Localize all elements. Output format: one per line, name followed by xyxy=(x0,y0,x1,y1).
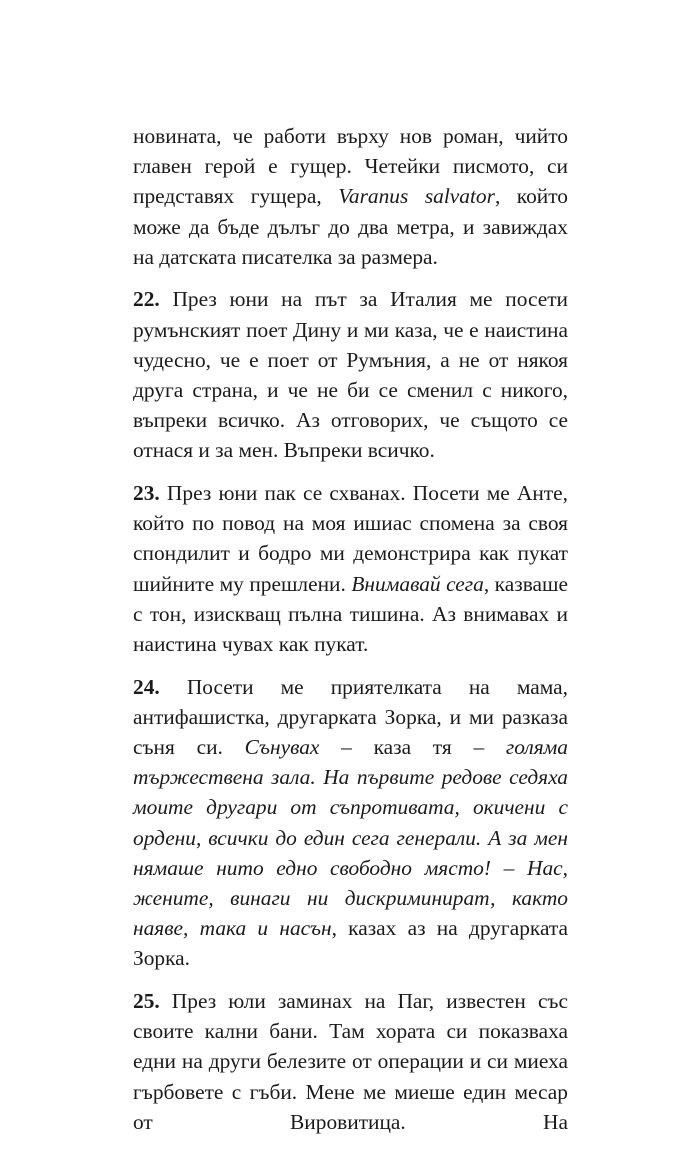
paragraph-25 xyxy=(133,986,568,1137)
text-segment: През юли заминах на Паг, известен със своите кални бани. Там хората си показваха едни на други белезите от операции и си миеха гърбовете с гъби. Мене ме миеше един месар от Вировитица. На xyxy=(133,989,568,1134)
paragraph-22 xyxy=(133,284,568,465)
text-segment: , който може да бъде дълъг до два метра, и завиждах на датската писателка за размера. xyxy=(133,184,569,269)
paragraph-24 xyxy=(133,672,568,974)
italic-quote: голяма тържествена зала. На първите редове седяха моите другари от съпротивата, окичени с ордени, всички до един сега генерали. А за мен нямаше нито едно свободно място! xyxy=(133,735,568,880)
paragraph-number: 24. xyxy=(133,674,160,699)
text-segment: , казваше с тон, изискващ пълна тишина. Аз внимавах и наистина чувах как пукат. xyxy=(133,571,568,657)
text-segment: – xyxy=(490,855,527,880)
text-segment: Посети ме приятелката на мама, антифашистка, другарката Зорка, и ми разказа съня си. xyxy=(133,674,568,760)
text-segment: През юни на път за Италия ме посети румънският поет Дину и ми каза, че е наистина чудесно, че е поет от Румъния, а не от някоя друга страна, и че не би се сменил с никого, въпреки всичко. Аз отговорих, че същото се отнася и за мен. Въпреки всичко. xyxy=(133,287,568,463)
paragraph-number: 22. xyxy=(133,287,160,312)
paragraph-23 xyxy=(133,478,568,659)
text-segment: , казах аз на другарката Зорка. xyxy=(133,916,568,971)
text-segment: новината, че работи върху нов роман, чийто главен герой е гущер. Четейки писмото, си представях гущера, xyxy=(133,124,568,209)
paragraph-number: 25. xyxy=(133,989,160,1014)
book-page-text xyxy=(133,121,568,1149)
text-segment: През юни пак се схванах. Посети ме Анте, който по повод на моя ишиас спомена за своя спондилит и бодро ми демонстрира как пукат шийните му прешлени. xyxy=(133,481,568,596)
italic-quote: Внимавай сега xyxy=(351,571,484,596)
paragraph-number: 23. xyxy=(133,481,160,506)
italic-species-name: Varanus salvator xyxy=(338,184,495,209)
italic-quote: Сънувах xyxy=(244,735,320,760)
text-segment: – каза тя – xyxy=(319,735,506,760)
paragraph-continued xyxy=(133,121,568,272)
italic-quote: Нас, жените, винаги ни дискриминират, както наяве, така и насън xyxy=(133,855,568,941)
